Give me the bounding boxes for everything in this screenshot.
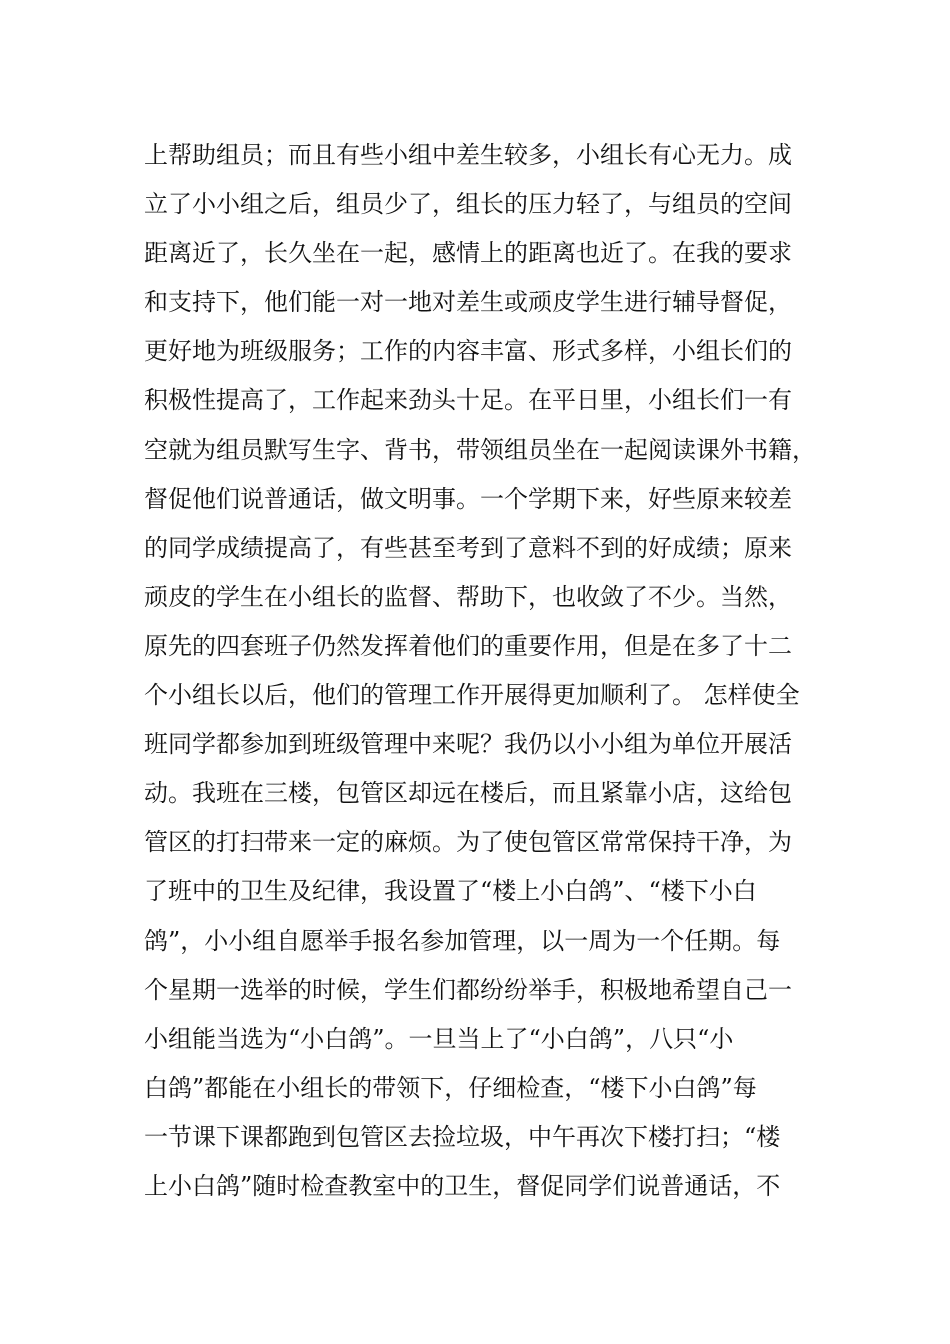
text-line: 上帮助组员；而且有些小组中差生较多，小组长有心无力。成: [144, 141, 792, 169]
text-line: 小组能当选为“小白鸽”。一旦当上了“小白鸽”，八只“小: [144, 1024, 734, 1053]
text-line: 顽皮的学生在小组长的监督、帮助下，也收敛了不少。当然，: [144, 582, 792, 611]
text-line: 距离近了，长久坐在一起，感情上的距离也近了。在我的要求: [144, 239, 792, 268]
text-line: 个小组长以后，他们的管理工作开展得更加顺利了。 怎样使全: [144, 681, 800, 710]
text-line: 了班中的卫生及纪律，我设置了“楼上小白鸽”、“楼下小白: [144, 877, 757, 906]
text-line: 鸽”，小小组自愿举手报名参加管理，以一周为一个任期。每: [144, 926, 781, 955]
text-line: 一节课下课都跑到包管区去捡垃圾，中午再次下楼打扫；“楼: [144, 1122, 781, 1151]
text-line: 白鸽”都能在小组长的带领下，仔细检查，“楼下小白鸽”每: [144, 1073, 757, 1102]
text-line: 个星期一选举的时候，学生们都纷纷举手，积极地希望自己一: [144, 975, 792, 1004]
text-line: 督促他们说普通话，做文明事。一个学期下来，好些原来较差: [144, 484, 792, 513]
text-line: 立了小小组之后，组员少了，组长的压力轻了，与组员的空间: [144, 190, 792, 219]
text-line: 的同学成绩提高了，有些甚至考到了意料不到的好成绩；原来: [144, 533, 792, 562]
text-line: 管区的打扫带来一定的麻烦。为了使包管区常常保持干净，为: [144, 828, 792, 857]
text-line: 积极性提高了，工作起来劲头十足。在平日里，小组长们一有: [144, 386, 792, 415]
text-line: 动。我班在三楼，包管区却远在楼后，而且紧靠小店，这给包: [144, 779, 792, 808]
text-line: 班同学都参加到班级管理中来呢？我仍以小小组为单位开展活: [144, 730, 792, 759]
body-text: [144, 131, 814, 1211]
text-line: 更好地为班级服务；工作的内容丰富、形式多样，小组长们的: [144, 337, 792, 366]
text-line: 空就为组员默写生字、背书，带领组员坐在一起阅读课外书籍，: [144, 435, 816, 464]
text-line: 原先的四套班子仍然发挥着他们的重要作用，但是在多了十二: [144, 631, 792, 660]
text-line: 和支持下，他们能一对一地对差生或顽皮学生进行辅导督促，: [144, 288, 792, 317]
text-line: 上小白鸽”随时检查教室中的卫生，督促同学们说普通话，不: [144, 1171, 781, 1200]
